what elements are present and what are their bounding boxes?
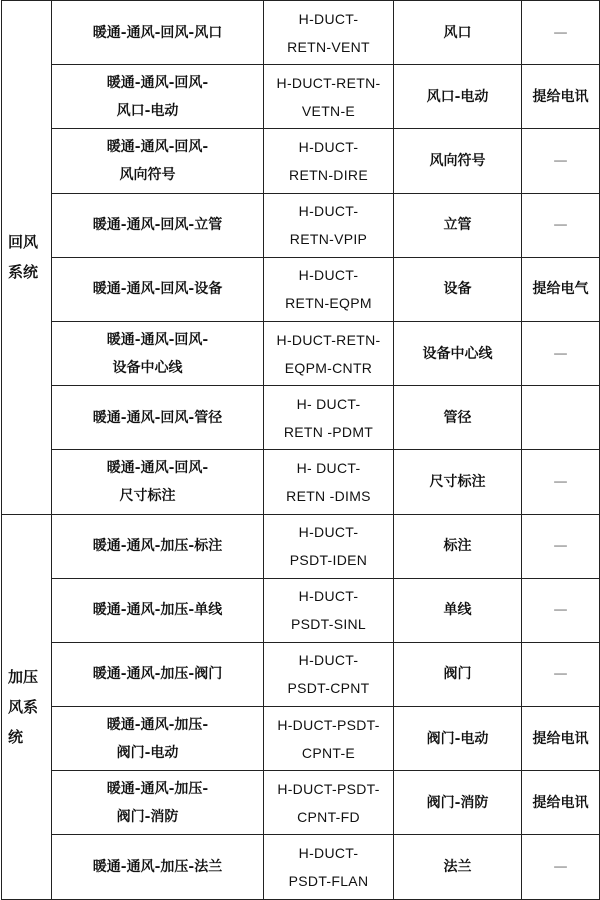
layer-name-cell-line: 暖通-通风-加压-阀门 bbox=[92, 666, 223, 683]
layer-code-cell-line: H-DUCT- bbox=[298, 652, 359, 669]
layer-code-cell-line: H-DUCT-PSDT- bbox=[277, 780, 380, 797]
table-row bbox=[2, 65, 600, 129]
layer-note-cell: 提给电讯 bbox=[522, 707, 600, 771]
layer-name-cell-line: 暖通-通风-回风- bbox=[106, 138, 209, 155]
layer-table-body bbox=[2, 1, 600, 900]
layer-name-cell-line: 暖通-通风-回风- bbox=[106, 459, 209, 476]
table-row bbox=[2, 578, 600, 642]
layer-note-cell: — bbox=[522, 1, 600, 65]
layer-code-cell bbox=[264, 321, 394, 385]
layer-name-cell bbox=[52, 771, 264, 835]
layer-name-cell bbox=[52, 129, 264, 193]
table-row bbox=[2, 514, 600, 578]
layer-code-cell-line: H-DUCT- bbox=[298, 10, 359, 27]
layer-desc-cell: 风向符号 bbox=[394, 129, 522, 193]
system-category-label: 回风 bbox=[8, 233, 39, 252]
layer-code-cell-line: RETN-DIRE bbox=[289, 166, 368, 183]
layer-name-cell bbox=[52, 707, 264, 771]
layer-name-cell-line: 尺寸标注 bbox=[119, 487, 176, 504]
layer-code-cell bbox=[264, 835, 394, 899]
layer-code-cell-line: H-DUCT- bbox=[298, 138, 359, 155]
layer-name-cell-line: 暖通-通风-回风-设备 bbox=[92, 281, 223, 298]
layer-desc-cell: 阀门 bbox=[394, 642, 522, 706]
layer-note-cell: — bbox=[522, 321, 600, 385]
layer-name-cell bbox=[52, 450, 264, 514]
layer-name-cell bbox=[52, 578, 264, 642]
table-row bbox=[2, 707, 600, 771]
layer-code-cell bbox=[264, 707, 394, 771]
layer-code-cell-line: H-DUCT- bbox=[298, 524, 359, 541]
layer-desc-cell: 风口-电动 bbox=[394, 65, 522, 129]
layer-note-cell: — bbox=[522, 129, 600, 193]
layer-code-cell-line: CPNT-E bbox=[301, 744, 356, 761]
layer-code-cell bbox=[264, 129, 394, 193]
table-row bbox=[2, 321, 600, 385]
layer-code-cell bbox=[264, 65, 394, 129]
layer-name-cell-line: 暖通-通风-加压-标注 bbox=[92, 538, 223, 555]
layer-code-cell-line: H- DUCT- bbox=[296, 459, 361, 476]
layer-note-cell bbox=[522, 386, 600, 450]
layer-code-cell-line: RETN-EQPM bbox=[285, 295, 372, 312]
table-row bbox=[2, 835, 600, 899]
layer-name-cell-line: 风向符号 bbox=[119, 166, 176, 183]
layer-name-cell-line: 暖通-通风-加压- bbox=[106, 780, 209, 797]
layer-note-cell: — bbox=[522, 193, 600, 257]
layer-code-cell-line: H-DUCT- bbox=[298, 845, 359, 862]
system-category-label: 系统 bbox=[8, 263, 39, 282]
layer-desc-cell: 法兰 bbox=[394, 835, 522, 899]
layer-code-cell-line: H-DUCT-RETN- bbox=[276, 331, 381, 348]
system-category-cell bbox=[2, 1, 52, 515]
layer-name-cell-line: 风口-电动 bbox=[116, 102, 179, 119]
layer-code-cell-line: H-DUCT- bbox=[298, 267, 359, 284]
layer-note-cell: — bbox=[522, 514, 600, 578]
layer-name-cell bbox=[52, 1, 264, 65]
layer-name-cell-line: 暖通-通风-加压- bbox=[106, 716, 209, 733]
layer-code-cell bbox=[264, 642, 394, 706]
layer-code-cell-line: H- DUCT- bbox=[296, 395, 361, 412]
layer-code-cell-line: H-DUCT-PSDT- bbox=[277, 716, 380, 733]
layer-code-cell bbox=[264, 386, 394, 450]
table-row bbox=[2, 771, 600, 835]
layer-desc-cell: 标注 bbox=[394, 514, 522, 578]
layer-desc-cell: 尺寸标注 bbox=[394, 450, 522, 514]
layer-code-cell-line: PSDT-FLAN bbox=[288, 873, 369, 890]
layer-code-cell bbox=[264, 193, 394, 257]
table-row bbox=[2, 386, 600, 450]
table-row bbox=[2, 1, 600, 65]
layer-name-cell-line: 阀门-消防 bbox=[116, 808, 179, 825]
layer-table bbox=[1, 0, 600, 900]
layer-note-cell: 提给电气 bbox=[522, 257, 600, 321]
layer-code-cell-line: RETN-VPIP bbox=[289, 231, 368, 248]
table-row bbox=[2, 193, 600, 257]
layer-code-cell-line: PSDT-SINL bbox=[290, 616, 367, 633]
layer-code-cell-line: PSDT-IDEN bbox=[289, 552, 368, 569]
layer-desc-cell: 设备中心线 bbox=[394, 321, 522, 385]
layer-code-cell bbox=[264, 1, 394, 65]
system-category-label: 加压 bbox=[8, 667, 39, 686]
layer-code-cell-line: CPNT-FD bbox=[297, 808, 360, 825]
layer-name-cell-line: 暖通-通风-回风-管径 bbox=[92, 409, 223, 426]
layer-code-cell-line: VETN-E bbox=[301, 102, 356, 119]
layer-name-cell-line: 阀门-电动 bbox=[116, 744, 179, 761]
layer-desc-cell: 单线 bbox=[394, 578, 522, 642]
layer-code-cell-line: RETN -PDMT bbox=[283, 423, 374, 440]
layer-note-cell: — bbox=[522, 578, 600, 642]
layer-name-cell-line: 暖通-通风-回风-立管 bbox=[92, 217, 223, 234]
layer-note-cell: — bbox=[522, 642, 600, 706]
layer-name-cell bbox=[52, 321, 264, 385]
layer-desc-cell: 风口 bbox=[394, 1, 522, 65]
layer-name-cell-line: 设备中心线 bbox=[112, 359, 183, 376]
layer-desc-cell: 管径 bbox=[394, 386, 522, 450]
layer-name-cell bbox=[52, 65, 264, 129]
layer-name-cell bbox=[52, 642, 264, 706]
layer-code-cell-line: PSDT-CPNT bbox=[287, 680, 370, 697]
layer-code-cell-line: EQPM-CNTR bbox=[284, 359, 373, 376]
layer-code-cell bbox=[264, 578, 394, 642]
layer-name-cell-line: 暖通-通风-回风-风口 bbox=[92, 24, 223, 41]
layer-note-cell: — bbox=[522, 835, 600, 899]
layer-code-cell-line: H-DUCT-RETN- bbox=[276, 74, 381, 91]
layer-desc-cell: 阀门-电动 bbox=[394, 707, 522, 771]
layer-desc-cell: 阀门-消防 bbox=[394, 771, 522, 835]
layer-note-cell: 提给电讯 bbox=[522, 65, 600, 129]
layer-name-cell-line: 暖通-通风-加压-法兰 bbox=[92, 859, 223, 876]
layer-code-cell-line: RETN-VENT bbox=[287, 38, 370, 55]
table-row bbox=[2, 129, 600, 193]
layer-note-cell: — bbox=[522, 450, 600, 514]
table-row bbox=[2, 450, 600, 514]
system-category-cell bbox=[2, 514, 52, 899]
layer-name-cell bbox=[52, 193, 264, 257]
layer-name-cell bbox=[52, 835, 264, 899]
system-category-label: 风系 bbox=[8, 697, 39, 716]
layer-code-cell bbox=[264, 257, 394, 321]
layer-name-cell bbox=[52, 386, 264, 450]
layer-code-cell bbox=[264, 771, 394, 835]
layer-note-cell: 提给电讯 bbox=[522, 771, 600, 835]
layer-name-cell-line: 暖通-通风-回风- bbox=[106, 331, 209, 348]
layer-name-cell bbox=[52, 514, 264, 578]
layer-code-cell-line: H-DUCT- bbox=[298, 588, 359, 605]
layer-code-cell bbox=[264, 514, 394, 578]
layer-code-cell-line: H-DUCT- bbox=[298, 203, 359, 220]
layer-name-cell-line: 暖通-通风-加压-单线 bbox=[92, 602, 223, 619]
layer-desc-cell: 立管 bbox=[394, 193, 522, 257]
layer-code-cell-line: RETN -DIMS bbox=[286, 487, 371, 504]
layer-code-cell bbox=[264, 450, 394, 514]
layer-name-cell bbox=[52, 257, 264, 321]
table-row bbox=[2, 642, 600, 706]
layer-name-cell-line: 暖通-通风-回风- bbox=[106, 74, 209, 91]
layer-desc-cell: 设备 bbox=[394, 257, 522, 321]
system-category-label: 统 bbox=[8, 727, 24, 746]
table-row bbox=[2, 257, 600, 321]
